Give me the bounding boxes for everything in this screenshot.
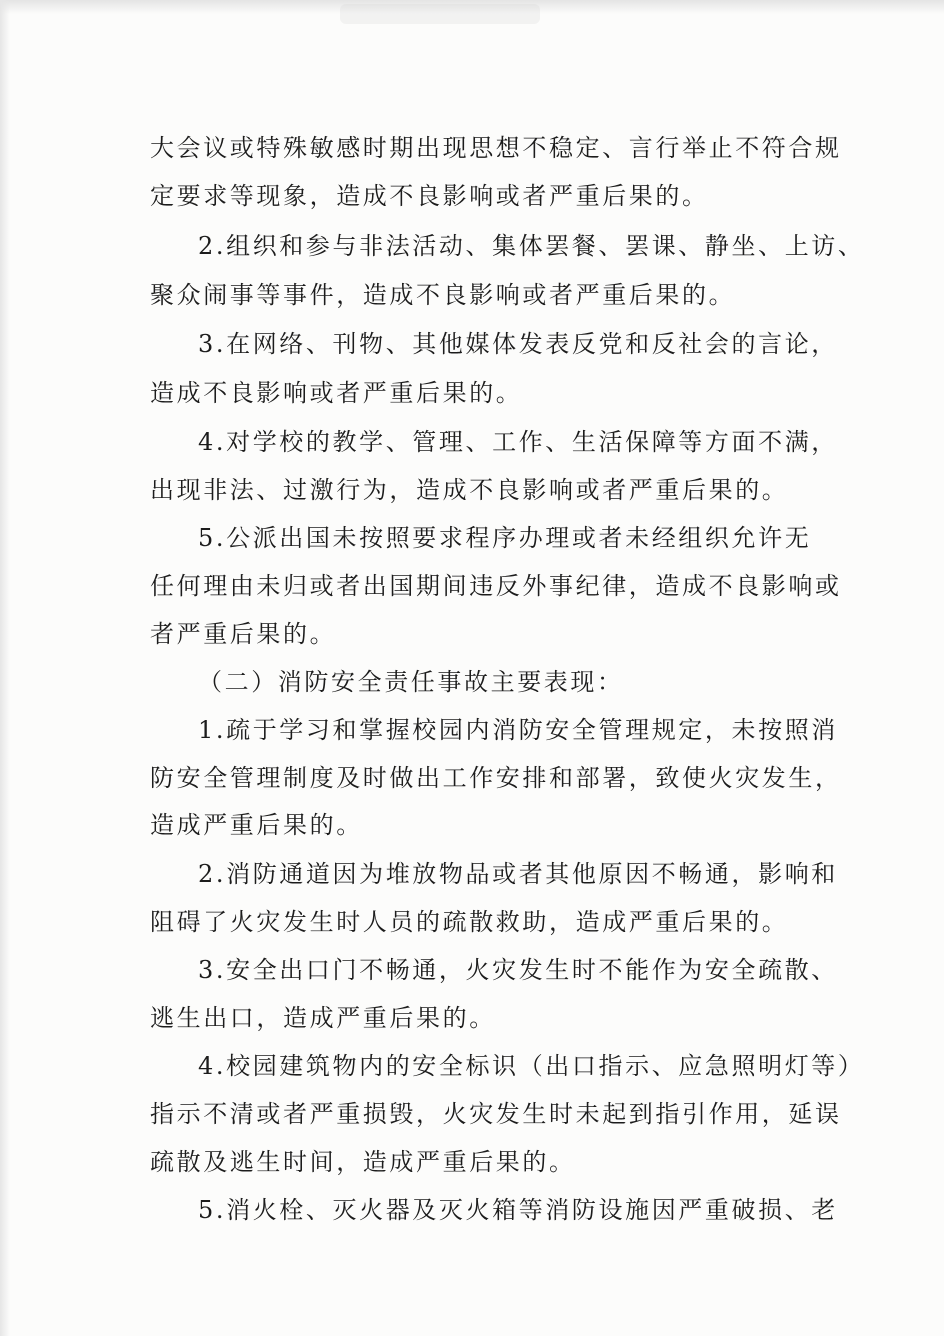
section-heading: （二）消防安全责任事故主要表现： <box>198 668 624 696</box>
text-line: 造成不良影响或者严重后果的。 <box>150 379 523 407</box>
text-line: 指示不清或者严重损毁，火灾发生时未起到指引作用，延误 <box>150 1100 842 1128</box>
text-line: 3.在网络、刊物、其他媒体发表反党和反社会的言论， <box>198 330 838 358</box>
text-line: 2.消防通道因为堆放物品或者其他原因不畅通，影响和 <box>198 860 838 888</box>
scan-shadow-left <box>0 0 10 1336</box>
text-line: 任何理由未归或者出国期间违反外事纪律，造成不良影响或 <box>150 572 842 600</box>
text-line: 防安全管理制度及时做出工作安排和部署，致使火灾发生， <box>150 764 842 792</box>
text-line: 聚众闹事等事件，造成不良影响或者严重后果的。 <box>150 281 736 309</box>
text-line: 出现非法、过激行为，造成不良影响或者严重后果的。 <box>150 476 789 504</box>
text-line: 2.组织和参与非法活动、集体罢餐、罢课、静坐、上访、 <box>198 232 865 260</box>
text-line: 逃生出口，造成严重后果的。 <box>150 1004 496 1032</box>
text-line: 4.校园建筑物内的安全标识（出口指示、应急照明灯等） <box>198 1052 865 1080</box>
text-line: 5.公派出国未按照要求程序办理或者未经组织允许无 <box>198 524 812 552</box>
text-line: 定要求等现象，造成不良影响或者严重后果的。 <box>150 182 709 210</box>
text-line: 阻碍了火灾发生时人员的疏散救助，造成严重后果的。 <box>150 908 789 936</box>
text-line: 3.安全出口门不畅通，火灾发生时不能作为安全疏散、 <box>198 956 838 984</box>
text-line: 4.对学校的教学、管理、工作、生活保障等方面不满， <box>198 428 838 456</box>
text-line: 疏散及逃生时间，造成严重后果的。 <box>150 1148 576 1176</box>
text-line: 大会议或特殊敏感时期出现思想不稳定、言行举止不符合规 <box>150 134 842 162</box>
scan-bleed-through <box>340 4 540 24</box>
text-line: 1.疏于学习和掌握校园内消防安全管理规定，未按照消 <box>198 716 838 744</box>
text-line: 5.消火栓、灭火器及灭火箱等消防设施因严重破损、老 <box>198 1196 838 1224</box>
text-line: 者严重后果的。 <box>150 620 337 648</box>
text-line: 造成严重后果的。 <box>150 811 363 839</box>
